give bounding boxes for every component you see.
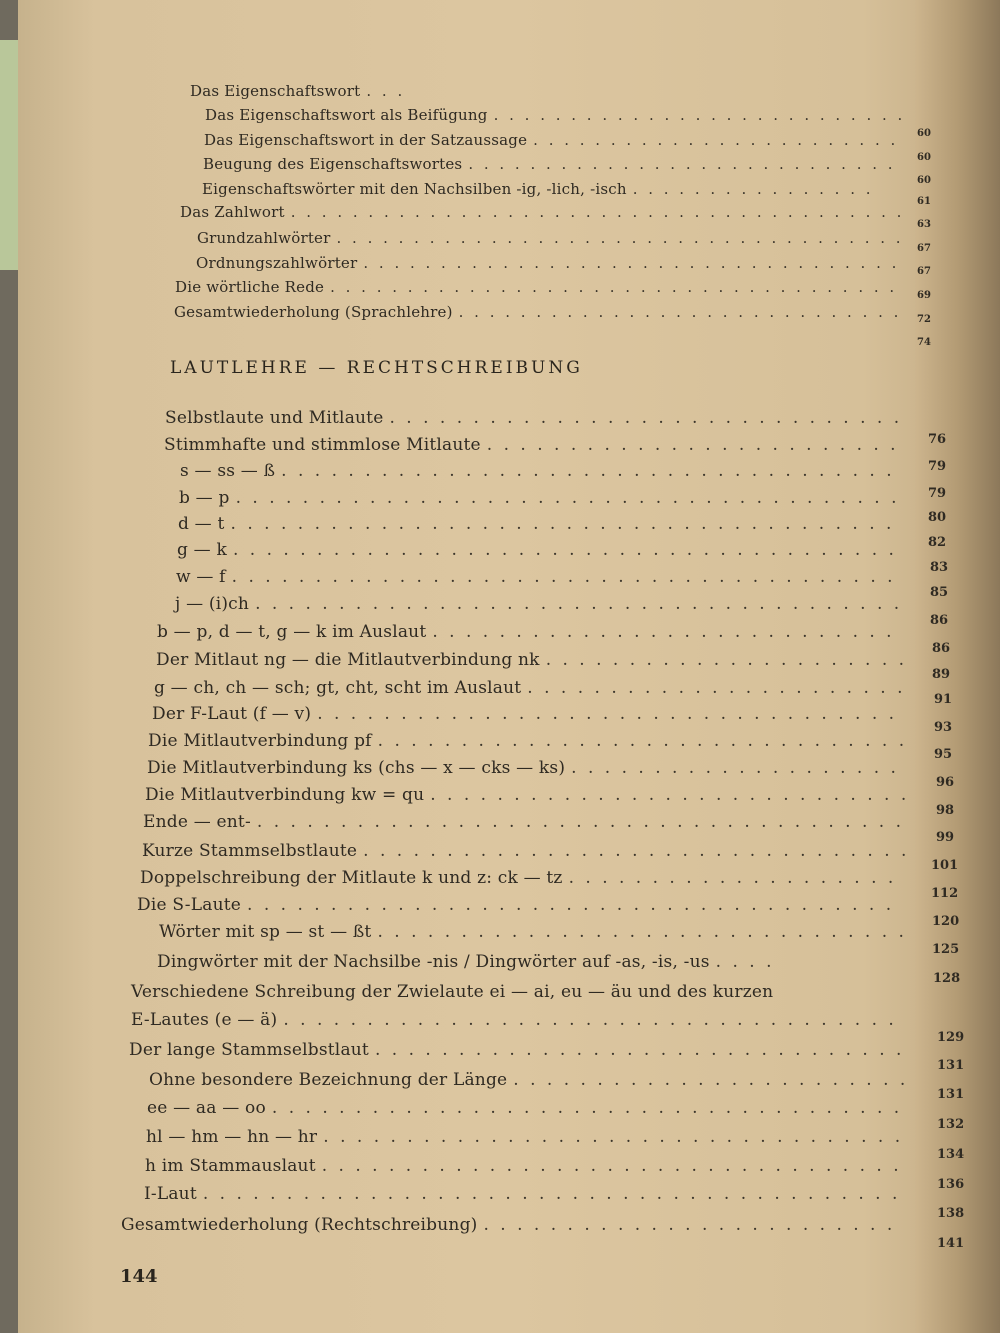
- toc-entry: Eigenschaftswörter mit den Nachsilben -ig, -lich, -isch . . . . . . . . . . . . . . . .: [202, 180, 874, 198]
- toc-entry: Das Eigenschaftswort . . .: [190, 82, 406, 100]
- toc-page-number: 96: [936, 775, 955, 790]
- toc-entry: I-Laut . . . . . . . . . . . . . . . . . . . . . . . . . . . . . . . . . . . . . . . . . .: [144, 1184, 901, 1204]
- toc-page-number: 69: [917, 290, 931, 301]
- toc-page-number: 95: [934, 747, 953, 762]
- toc-page-number: 101: [931, 858, 959, 873]
- section-heading: LAUTLEHRE — RECHTSCHREIBUNG: [170, 358, 583, 378]
- toc-entry: Das Zahlwort . . . . . . . . . . . . . . . . . . . . . . . . . . . . . . . . . . . . . . . .: [180, 203, 905, 221]
- toc-page-number: 138: [937, 1206, 965, 1221]
- toc-page-number: 120: [932, 914, 960, 929]
- toc-entry: Ohne besondere Bezeichnung der Länge . . . . . . . . . . . . . . . . . . . . . . . .: [149, 1070, 909, 1090]
- toc-entry: Ordnungszahlwörter . . . . . . . . . . . . . . . . . . . . . . . . . . . . . . . . . . .: [196, 254, 900, 272]
- toc-page-number: 128: [933, 971, 961, 986]
- toc-entry: Beugung des Eigenschaftswortes . . . . . . . . . . . . . . . . . . . . . . . . . . . .: [203, 155, 896, 173]
- toc-page-number: 83: [930, 560, 949, 575]
- toc-page-number: 74: [917, 337, 931, 348]
- toc-page-number: 63: [917, 219, 931, 230]
- toc-page-number: 129: [937, 1030, 965, 1045]
- toc-entry: Gesamtwiederholung (Sprachlehre) . . . . . . . . . . . . . . . . . . . . . . . . . . . . .: [174, 303, 902, 321]
- toc-page-number: 132: [937, 1117, 965, 1132]
- toc-page-number: 112: [931, 886, 959, 901]
- toc-entry: Die Mitlautverbindung kw = qu . . . . . . . . . . . . . . . . . . . . . . . . . . . . .: [145, 785, 910, 805]
- toc-entry: Der F-Laut (f — v) . . . . . . . . . . . . . . . . . . . . . . . . . . . . . . . . . . .: [152, 704, 898, 724]
- toc-page-number: 131: [937, 1087, 965, 1102]
- toc-entry: Ende — ent- . . . . . . . . . . . . . . . . . . . . . . . . . . . . . . . . . . . . . . .: [143, 812, 904, 832]
- toc-page-number: 82: [928, 535, 947, 550]
- toc-page-number: 136: [937, 1177, 965, 1192]
- toc-page-number: 91: [934, 692, 953, 707]
- toc-page-number: 79: [928, 459, 947, 474]
- toc-entry: Verschiedene Schreibung der Zwielaute ei — ai, eu — äu und des kurzen: [131, 982, 774, 1002]
- toc-page-number: 86: [932, 641, 951, 656]
- toc-entry: w — f . . . . . . . . . . . . . . . . . . . . . . . . . . . . . . . . . . . . . . . .: [176, 567, 896, 587]
- toc-entry: Doppelschreibung der Mitlaute k und z: ck — tz . . . . . . . . . . . . . . . . . . . .: [140, 868, 897, 888]
- toc-entry: h im Stammauslaut . . . . . . . . . . . . . . . . . . . . . . . . . . . . . . . . . . .: [145, 1156, 902, 1176]
- toc-page-number: 60: [917, 128, 931, 139]
- toc-page-number: 134: [937, 1147, 965, 1162]
- toc-entry: Der lange Stammselbstlaut . . . . . . . . . . . . . . . . . . . . . . . . . . . . . . . .: [129, 1040, 905, 1060]
- toc-entry: Grundzahlwörter . . . . . . . . . . . . . . . . . . . . . . . . . . . . . . . . . . . . .: [197, 229, 904, 247]
- toc-entry: d — t . . . . . . . . . . . . . . . . . . . . . . . . . . . . . . . . . . . . . . . .: [178, 514, 895, 534]
- toc-page-number: 86: [930, 613, 949, 628]
- toc-page-number: 60: [917, 152, 931, 163]
- toc-entry: ee — aa — oo . . . . . . . . . . . . . . . . . . . . . . . . . . . . . . . . . . . . . .: [147, 1098, 903, 1118]
- toc-page-number: 72: [917, 314, 931, 325]
- toc-page-number: 61: [917, 196, 931, 207]
- toc-page-number: 80: [928, 510, 947, 525]
- toc-page-number: 141: [937, 1236, 965, 1251]
- toc-page-number: 131: [937, 1058, 965, 1073]
- toc-entry: Das Eigenschaftswort als Beifügung . . . . . . . . . . . . . . . . . . . . . . . . . . .: [205, 106, 906, 124]
- page-number: 144: [120, 1266, 158, 1287]
- toc-entry: hl — hm — hn — hr . . . . . . . . . . . . . . . . . . . . . . . . . . . . . . . . . . .: [146, 1127, 904, 1147]
- toc-entry: b — p, d — t, g — k im Auslaut . . . . . . . . . . . . . . . . . . . . . . . . . . . .: [157, 622, 895, 642]
- toc-page-number: 89: [932, 667, 951, 682]
- toc-entry: b — p . . . . . . . . . . . . . . . . . . . . . . . . . . . . . . . . . . . . . . . .: [179, 488, 900, 508]
- toc-entry: Der Mitlaut ng — die Mitlautverbindung nk . . . . . . . . . . . . . . . . . . . . . .: [156, 650, 908, 670]
- toc-entry: Dingwörter mit der Nachsilbe -nis / Dingwörter auf -as, -is, -us . . . .: [157, 952, 775, 972]
- toc-entry: E-Lautes (e — ä) . . . . . . . . . . . . . . . . . . . . . . . . . . . . . . . . . . . . .: [131, 1010, 897, 1030]
- toc-page-number: 99: [936, 830, 955, 845]
- toc-page-number: 76: [928, 432, 947, 447]
- toc-entry: g — ch, ch — sch; gt, cht, scht im Auslaut . . . . . . . . . . . . . . . . . . . . . . .: [154, 678, 906, 698]
- toc-page-number: 67: [917, 243, 931, 254]
- toc-page-number: 98: [936, 803, 955, 818]
- toc-page-number: 85: [930, 585, 949, 600]
- toc-entry: j — (i)ch . . . . . . . . . . . . . . . . . . . . . . . . . . . . . . . . . . . . . . .: [175, 594, 903, 614]
- toc-entry: Die Mitlautverbindung ks (chs — x — cks — ks) . . . . . . . . . . . . . . . . . . . .: [147, 758, 899, 778]
- toc-page-number: 79: [928, 486, 947, 501]
- toc-entry: Stimmhafte und stimmlose Mitlaute . . . . . . . . . . . . . . . . . . . . . . . . .: [164, 435, 899, 455]
- toc-page-number: 125: [932, 942, 960, 957]
- toc-entry: Gesamtwiederholung (Rechtschreibung) . . . . . . . . . . . . . . . . . . . . . . . . .: [121, 1215, 896, 1235]
- toc-entry: s — ss — ß . . . . . . . . . . . . . . . . . . . . . . . . . . . . . . . . . . . . .: [180, 461, 895, 481]
- toc-page-number: 93: [934, 720, 953, 735]
- toc-entry: Selbstlaute und Mitlaute . . . . . . . . . . . . . . . . . . . . . . . . . . . . . . .: [165, 408, 903, 428]
- toc-page-number: 67: [917, 266, 931, 277]
- toc-page-number: 60: [917, 175, 931, 186]
- toc-entry: g — k . . . . . . . . . . . . . . . . . . . . . . . . . . . . . . . . . . . . . . . .: [177, 540, 897, 560]
- toc-entry: Kurze Stammselbstlaute . . . . . . . . . . . . . . . . . . . . . . . . . . . . . . . . .: [142, 841, 910, 861]
- toc-entry: Die wörtliche Rede . . . . . . . . . . . . . . . . . . . . . . . . . . . . . . . . . . . . .: [175, 278, 898, 296]
- toc-entry: Wörter mit sp — st — ßt . . . . . . . . . . . . . . . . . . . . . . . . . . . . . . . .: [159, 922, 907, 942]
- toc-entry: Die S-Laute . . . . . . . . . . . . . . . . . . . . . . . . . . . . . . . . . . . . . . .: [137, 895, 895, 915]
- toc-entry: Die Mitlautverbindung pf . . . . . . . . . . . . . . . . . . . . . . . . . . . . . . . .: [148, 731, 908, 751]
- toc-entry: Das Eigenschaftswort in der Satzaussage . . . . . . . . . . . . . . . . . . . . . . . .: [204, 131, 899, 149]
